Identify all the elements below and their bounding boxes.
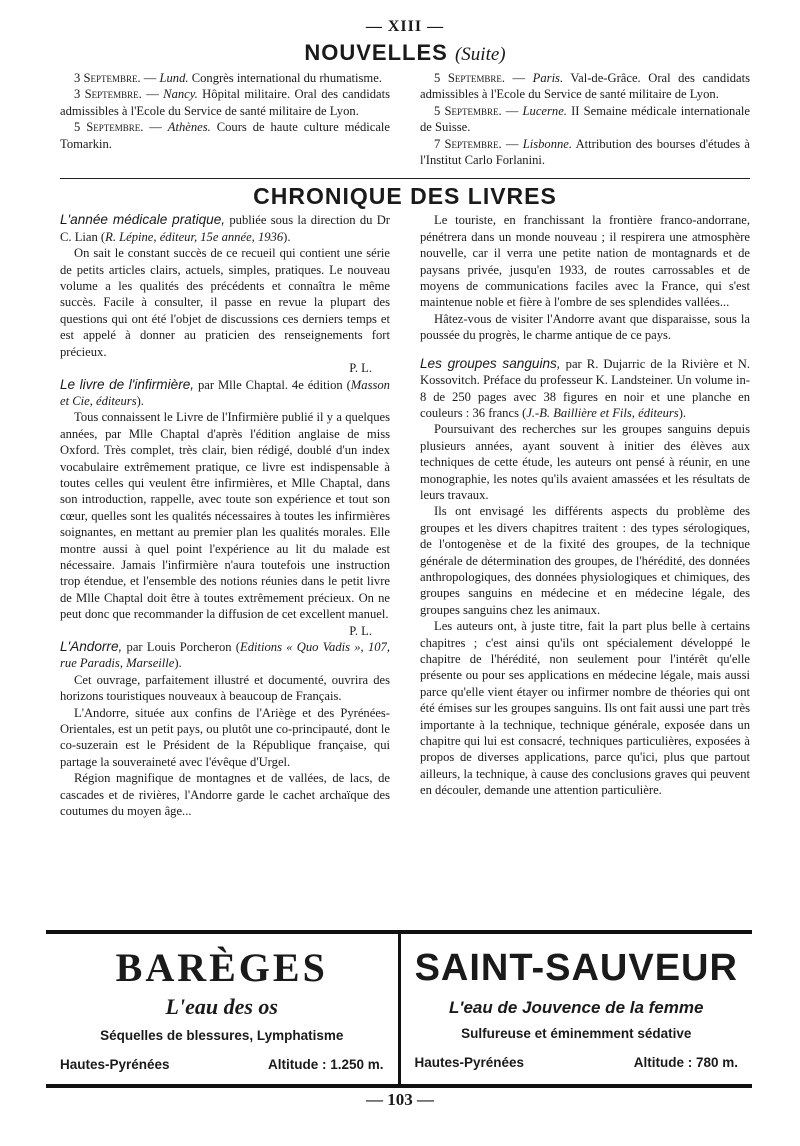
review-paragraph: Cet ouvrage, parfaitement illustré et documenté, ouvrira des horizons touristiques nouveaux à beaucoup de Français. [60,672,390,704]
roman-page-number: — XIII — [365,18,445,35]
review-heading: L'Andorre, par Louis Porcheron (Editions « Quo Vadis », 107, rue Paradis, Marseille). [60,639,390,671]
review-paragraph: Poursuivant des recherches sur les groupes sanguins depuis plusieurs années, ayant souvent à initier des élèves aux techniques de cette étude, les auteurs ont pensé à réunir, en une monographie, les notes qu'ils avaient amassées et les résultats de leurs travaux. [420,422,750,502]
review-paragraph: Ils ont envisagé les différents aspects du problème des groupes et les divers chapitres traitent : des types sérologiques, de l'ontogenèse et de la fixité des groupes, de la technique générale de détermination des groupes, de l'hérédité, des données anthropologiques, des données physiologiques et chimiques, des groupes sanguins en médecine et en médecine légale, des groupes sanguins chez les animaux. [420,504,750,617]
review-paragraph: L'Andorre, située aux confins de l'Ariège et des Pyrénées-Orientales, est un petit pays, ou plutôt une co-principauté, dont le co-suzerain est le Président de la République française, qui partage la souveraineté avec l'évêque d'Urgel. [60,705,390,769]
chronique-left-column [60,212,390,819]
news-title-suffix: (Suite) [454,44,506,65]
review-paragraph: Hâtez-vous de visiter l'Andorre avant que disparaisse, sous la poussée du progrès, le charme antique de ce pays. [420,311,750,343]
news-left-column [60,70,390,168]
news-columns [60,70,750,168]
review-paragraph: Le touriste, en franchissant la frontière franco-andorrane, pénétrera dans un monde nouveau ; il respirera une atmosphère nouvelle, car il verra une petite nation de montagnards et de paysans privée, jusqu'en 1933, de routes carrossables et de moyens de communications faciles avec la France, qui s'est maintenue noble et fière à l'ombre de ses splendides vallées... [420,213,750,310]
review-paragraph: On sait le constant succès de ce recueil qui contient une série de petits articles clairs, actuels, simples, pratiques. Le nouveau volume a les qualités des précédents et connaîtra le même succès. Facile à consulter, il passe en revue la plupart des questions qui ont été l'objet de discussions ces derniers temps et est appelé à donner au praticien des renseignements fort précieux. [60,246,390,359]
news-item: 5 Septembre. — Athènes. Cours de haute culture médicale Tomarkin. [60,120,391,151]
ad-saint-sauveur-footer [401,1055,753,1070]
ad-saint-sauveur-region: Hautes-Pyrénées [414,1055,525,1070]
review-heading: L'année médicale pratique, publiée sous la direction du Dr C. Lian (R. Lépine, éditeur, 15e année, 1936). [60,212,390,244]
news-item: 5 Septembre. — Lucerne. II Semaine médicale internationale de Suisse. [420,103,750,135]
review-heading: Les groupes sanguins, par R. Dujarric de la Rivière et N. Kossovitch. Préface du professeur K. Landsteiner. Un volume in-8 de 250 pages avec 38 figures en noir et une planche en couleurs : 36 francs (J.-B. Baillière et Fils, éditeurs). [420,355,750,420]
section-divider [60,178,750,179]
chronique-title: CHRONIQUE DES LIVRES [253,183,557,210]
page-number: — 103 — [366,1090,434,1109]
ad-saint-sauveur-altitude: Altitude : 780 m. [633,1055,738,1070]
ad-saint-sauveur-name: SAINT-SAUVEUR [414,947,738,989]
news-title-main: NOUVELLES [304,40,448,65]
news-item: 3 Septembre. — Lund. Congrès international du rhumatisme. [74,71,382,85]
ad-bareges-name: BARÈGES [115,945,328,990]
ad-saint-sauveur-tagline: L'eau de Jouvence de la femme [449,998,704,1017]
review-heading: Le livre de l'infirmière, par Mlle Chaptal. 4e édition (Masson et Cie, éditeurs). [60,376,390,408]
news-item: 3 Septembre. — Nancy. Hôpital militaire. Oral des candidats admissibles à l'Ecole du Service de santé militaire de Lyon. [60,87,390,118]
ad-bareges [46,934,401,1084]
ad-saint-sauveur-indications: Sulfureuse et éminemment sédative [461,1026,692,1041]
chronique-right-column [420,212,750,819]
advertisement-banner [46,930,752,1088]
chronique-columns [60,212,750,819]
ad-bareges-indications: Séquelles de blessures, Lymphatisme [100,1028,344,1043]
review-paragraph: Les auteurs ont, à juste titre, fait la part plus belle à certains chapitres ; c'est ainsi qu'ils ont spécialement développé le chapitre de l'hérédité, non seulement pour l'intérêt qu'elle présente ou pour ses applications en médecine légale, mais aussi parce qu'elle vient étayer ou infirmer nombre de théories qui ont été émises sur les groupes sanguins. Ils ont fait aussi une part très importante à la technique, technique générale, exposée dans un chapitre qui lui est consacré, techniques particulières, exposées à propos de diverses applications, parce qu'ici, plus que partout ailleurs, la technique, à cause des conclusions graves qui peuvent en découler, demande une attention particulière. [420,619,750,798]
review-signature: P. L. [349,361,372,376]
page [60,18,750,819]
ad-bareges-tagline: L'eau des os [165,994,278,1019]
news-item: 7 Septembre. — Lisbonne. Attribution des bourses d'études à l'Institut Carlo Forlanini. [420,136,750,168]
ad-bareges-altitude: Altitude : 1.250 m. [267,1057,384,1072]
ad-saint-sauveur [401,934,753,1084]
review-paragraph: Tous connaissent le Livre de l'Infirmière publié il y a quelques années, par Mlle Chaptal d'après l'édition anglaise de miss Oxford. Très complet, très clair, bien rédigé, doublé d'un index vocabulaire extrêmement pratique, ce livre est indispensable à toutes celles qui veulent être infirmières, et Mlle Chaptal, dans son introduction, rappelle, avec toute son expérience et tout son cœur, quelles sont les qualités nécessaires à toutes les infirmières soignantes, en mettant au premier plan les qualités morales. Elle montre aussi à quel point l'expérience au lit du malade est nécessaire. Jamais l'infirmière n'aura toutefois une instruction trop étendue, et l'ensemble des notions réunies dans le petit livre de Mlle Chaptal doit être à toutes extrêmement précieux. On ne peut donc que recommander la diffusion de cet excellent manuel. [60,410,390,622]
news-item: 5 Septembre. — Paris. Val-de-Grâce. Oral des candidats admissibles à l'Ecole du Service de santé militaire de Lyon. [420,71,751,102]
review-signature: P. L. [349,623,372,638]
ad-bareges-region: Hautes-Pyrénées [60,1057,170,1072]
news-title [60,40,750,66]
review-paragraph: Région magnifique de montagnes et de vallées, de lacs, de cascades et de rivières, l'Andorre garde le cachet archaïque des coutumes du moyen âge... [60,771,390,819]
ad-bareges-footer [46,1057,398,1072]
news-right-column [420,70,750,168]
